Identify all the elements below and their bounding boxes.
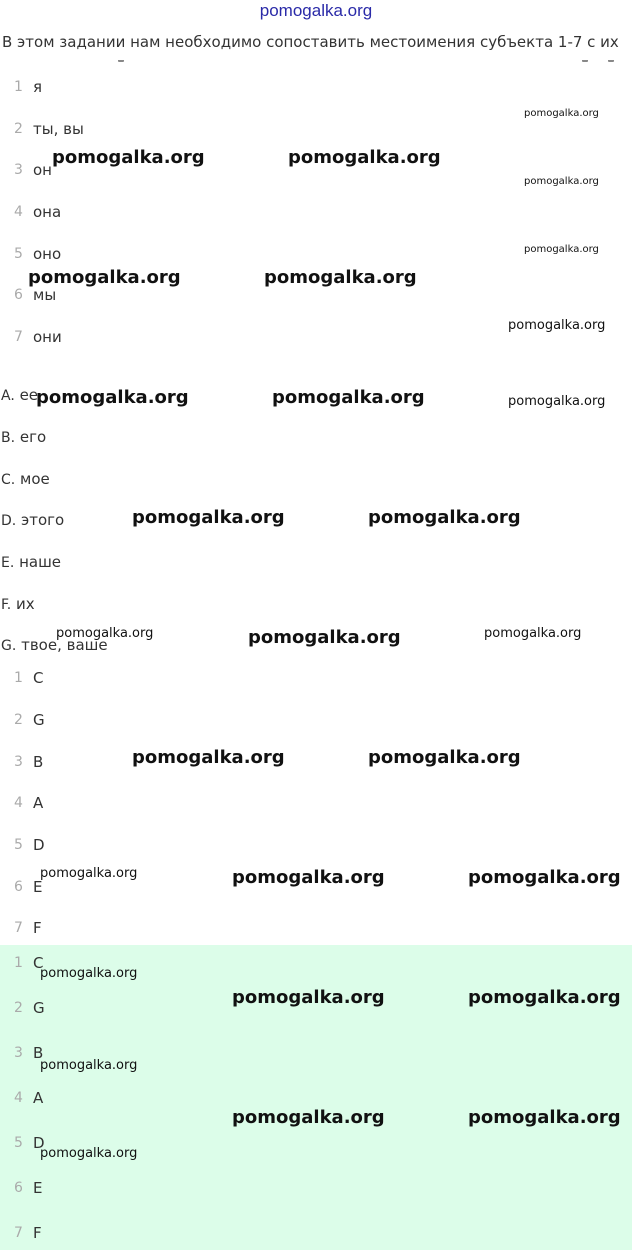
intro-cutoff-line <box>0 60 632 70</box>
answer-number: 5 <box>14 837 23 853</box>
option-text: наше <box>19 553 62 571</box>
answer-letter: A <box>33 794 44 812</box>
watermark: pomogalka.org <box>36 387 189 408</box>
answer-row <box>0 791 43 815</box>
option-item <box>1 428 46 446</box>
answer-number: 6 <box>14 1180 23 1196</box>
answer-number: 3 <box>14 1045 23 1061</box>
pronoun-text: она <box>33 203 62 221</box>
answer-number: 1 <box>14 955 23 971</box>
pronoun-text: ты, вы <box>33 120 84 138</box>
watermark: pomogalka.org <box>232 1107 385 1128</box>
option-text: этого <box>21 511 65 529</box>
answer-number: 5 <box>14 1135 23 1151</box>
highlighted-answer-row <box>0 996 45 1020</box>
answer-letter: B <box>33 1044 44 1062</box>
answer-letter: C <box>33 669 44 687</box>
watermark: pomogalka.org <box>288 147 441 168</box>
watermark: pomogalka.org <box>524 176 599 187</box>
option-letter: E. <box>1 555 15 571</box>
highlighted-answer-row <box>0 1221 42 1245</box>
pronoun-number: 1 <box>14 79 23 95</box>
answer-letter: G <box>33 999 45 1017</box>
answer-letter: E <box>33 878 43 896</box>
highlighted-answer-row <box>0 1176 42 1200</box>
pronoun-text: я <box>33 78 43 96</box>
option-letter: D. <box>1 513 17 529</box>
watermark: pomogalka.org <box>248 627 401 648</box>
answer-number: 7 <box>14 1225 23 1241</box>
watermark: pomogalka.org <box>524 244 599 255</box>
option-letter: B. <box>1 430 16 446</box>
answer-row <box>0 708 45 732</box>
answer-row <box>0 833 45 857</box>
option-letter: F. <box>1 597 12 613</box>
watermark: pomogalka.org <box>40 1058 138 1073</box>
watermark: pomogalka.org <box>508 318 606 333</box>
pronoun-text: мы <box>33 286 57 304</box>
answer-row <box>0 916 42 940</box>
watermark: pomogalka.org <box>524 108 599 119</box>
pronoun-number: 4 <box>14 204 23 220</box>
pronoun-number: 7 <box>14 329 23 345</box>
highlighted-answer-row <box>0 1041 43 1065</box>
answer-letter: D <box>33 1134 45 1152</box>
answer-letter: B <box>33 753 44 771</box>
option-text: их <box>16 595 35 613</box>
site-title[interactable]: pomogalka.org <box>259 1 373 20</box>
highlighted-answer-row <box>0 951 43 975</box>
pronoun-number: 5 <box>14 246 23 262</box>
watermark: pomogalka.org <box>28 267 181 288</box>
pronoun-row <box>0 325 62 349</box>
watermark: pomogalka.org <box>40 1146 138 1161</box>
option-text: ее <box>19 386 39 404</box>
pronoun-row <box>0 117 84 141</box>
watermark: pomogalka.org <box>40 966 138 981</box>
watermark: pomogalka.org <box>272 387 425 408</box>
option-text: твое, ваше <box>21 636 108 654</box>
watermark: pomogalka.org <box>368 507 521 528</box>
watermark: pomogalka.org <box>132 507 285 528</box>
watermark: pomogalka.org <box>132 747 285 768</box>
option-item <box>1 386 38 404</box>
watermark: pomogalka.org <box>508 394 606 409</box>
answer-letter: F <box>33 919 42 937</box>
answer-number: 4 <box>14 1090 23 1106</box>
answer-number: 2 <box>14 712 23 728</box>
option-letter: G. <box>1 638 17 654</box>
option-text: его <box>19 428 47 446</box>
option-item <box>1 511 64 529</box>
option-letter: A. <box>1 388 15 404</box>
pronoun-row <box>0 158 52 182</box>
answer-letter: C <box>33 954 44 972</box>
option-text: мое <box>20 470 50 488</box>
answer-letter: F <box>33 1224 42 1242</box>
answer-row <box>0 750 43 774</box>
pronoun-row <box>0 200 61 224</box>
pronoun-text: они <box>33 328 62 346</box>
option-letter: C. <box>1 472 16 488</box>
watermark: pomogalka.org <box>484 626 582 641</box>
answer-number: 6 <box>14 879 23 895</box>
answer-letter: G <box>33 711 45 729</box>
pronoun-number: 2 <box>14 121 23 137</box>
pronoun-row <box>0 75 42 99</box>
answer-number: 1 <box>14 670 23 686</box>
option-item <box>1 470 50 488</box>
watermark: pomogalka.org <box>40 866 138 881</box>
intro-text: В этом задании нам необходимо сопоставить местоимения субъекта 1-7 с их <box>2 33 619 51</box>
pronoun-text: он <box>33 161 52 179</box>
answer-number: 7 <box>14 920 23 936</box>
watermark: pomogalka.org <box>232 987 385 1008</box>
watermark: pomogalka.org <box>368 747 521 768</box>
answer-letter: A <box>33 1089 44 1107</box>
watermark: pomogalka.org <box>468 987 621 1008</box>
pronoun-number: 3 <box>14 162 23 178</box>
watermark: pomogalka.org <box>56 626 154 641</box>
answer-number: 2 <box>14 1000 23 1016</box>
pronoun-text: оно <box>33 245 62 263</box>
watermark: pomogalka.org <box>468 1107 621 1128</box>
watermark: pomogalka.org <box>468 867 621 888</box>
highlighted-answer-row <box>0 1131 45 1155</box>
answer-row <box>0 875 42 899</box>
option-item <box>1 595 35 613</box>
watermark: pomogalka.org <box>232 867 385 888</box>
watermark: pomogalka.org <box>52 147 205 168</box>
option-item <box>1 553 61 571</box>
answer-number: 4 <box>14 795 23 811</box>
highlighted-answer-row <box>0 1086 43 1110</box>
answer-row <box>0 666 43 690</box>
answer-letter: E <box>33 1179 43 1197</box>
pronoun-number: 6 <box>14 287 23 303</box>
watermark: pomogalka.org <box>264 267 417 288</box>
answer-number: 3 <box>14 754 23 770</box>
answer-letter: D <box>33 836 45 854</box>
pronoun-row <box>0 242 61 266</box>
